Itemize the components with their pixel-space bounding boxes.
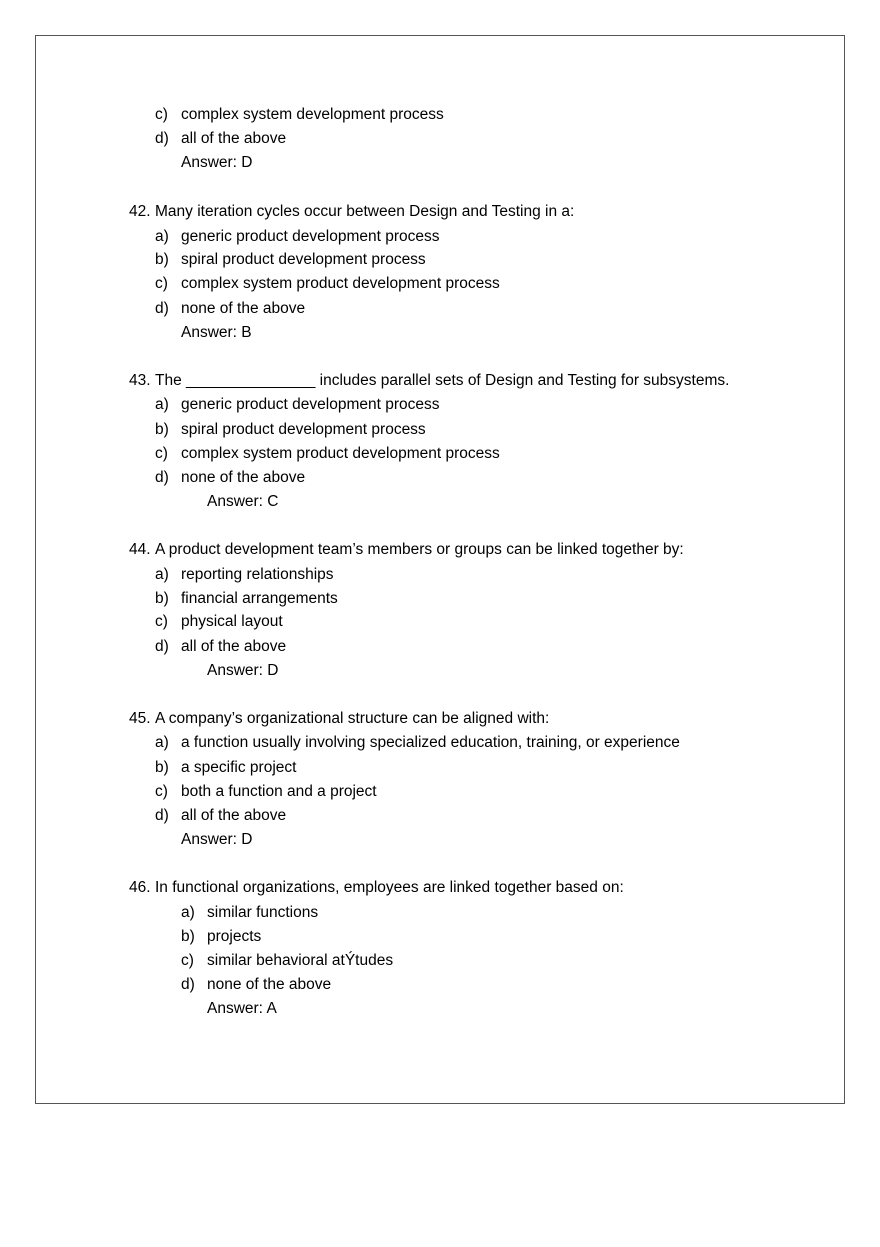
option-text: complex system product development process [181, 445, 500, 462]
answer-text: Answer: A [207, 1000, 277, 1017]
option-text: similar functions [207, 904, 319, 921]
option-text: reporting relationships [181, 566, 334, 583]
option-label: c) [155, 783, 168, 800]
option-text: a function usually involving specialized education, training, or experience [181, 734, 680, 751]
option-text: spiral product development process [181, 421, 426, 438]
option-text: none of the above [181, 300, 306, 317]
option-text: physical layout [181, 613, 283, 630]
option-text: complex system development process [181, 106, 444, 123]
question-number: 42. [129, 203, 151, 220]
answer-text: Answer: D [181, 154, 253, 171]
option-text: complex system product development process [181, 275, 500, 292]
option-label: a) [155, 228, 169, 245]
option-label: c) [181, 952, 194, 969]
option-label: b) [155, 590, 169, 607]
option-label: b) [155, 759, 169, 776]
option-text: all of the above [181, 130, 287, 147]
option-label: c) [155, 613, 168, 630]
question-text: Many iteration cycles occur between Design and Testing in a: [155, 203, 575, 220]
option-label: a) [155, 396, 169, 413]
option-text: all of the above [181, 638, 287, 655]
option-label: a) [181, 904, 195, 921]
option-label: b) [155, 251, 169, 268]
question-text: A company’s organizational structure can be aligned with: [155, 710, 550, 727]
option-label: d) [155, 130, 169, 147]
option-label: c) [155, 106, 168, 123]
option-label: d) [155, 638, 169, 655]
option-label: a) [155, 566, 169, 583]
question-number: 45. [129, 710, 151, 727]
answer-text: Answer: B [181, 324, 252, 341]
option-text: a specific project [181, 759, 297, 776]
option-label: d) [155, 807, 169, 824]
option-text: none of the above [207, 976, 332, 993]
question-text: A product development team’s members or groups can be linked together by: [155, 541, 684, 558]
option-label: b) [155, 421, 169, 438]
option-label: c) [155, 445, 168, 462]
option-text: generic product development process [181, 228, 440, 245]
option-text: all of the above [181, 807, 287, 824]
answer-text: Answer: C [207, 493, 279, 510]
question-text: In functional organizations, employees are linked together based on: [155, 879, 624, 896]
option-text: similar behavioral atÝtudes [207, 952, 394, 969]
option-text: projects [207, 928, 262, 945]
option-label: a) [155, 734, 169, 751]
option-label: d) [181, 976, 195, 993]
option-text: generic product development process [181, 396, 440, 413]
answer-text: Answer: D [181, 831, 253, 848]
option-label: c) [155, 275, 168, 292]
option-text: spiral product development process [181, 251, 426, 268]
question-number: 46. [129, 879, 151, 896]
option-label: d) [155, 469, 169, 486]
option-text: none of the above [181, 469, 306, 486]
option-label: d) [155, 300, 169, 317]
option-label: b) [181, 928, 195, 945]
question-text: The _______________ includes parallel sets of Design and Testing for subsystems. [155, 372, 730, 389]
question-number: 43. [129, 372, 151, 389]
option-text: both a function and a project [181, 783, 377, 800]
option-text: financial arrangements [181, 590, 338, 607]
question-number: 44. [129, 541, 151, 558]
answer-text: Answer: D [207, 662, 279, 679]
